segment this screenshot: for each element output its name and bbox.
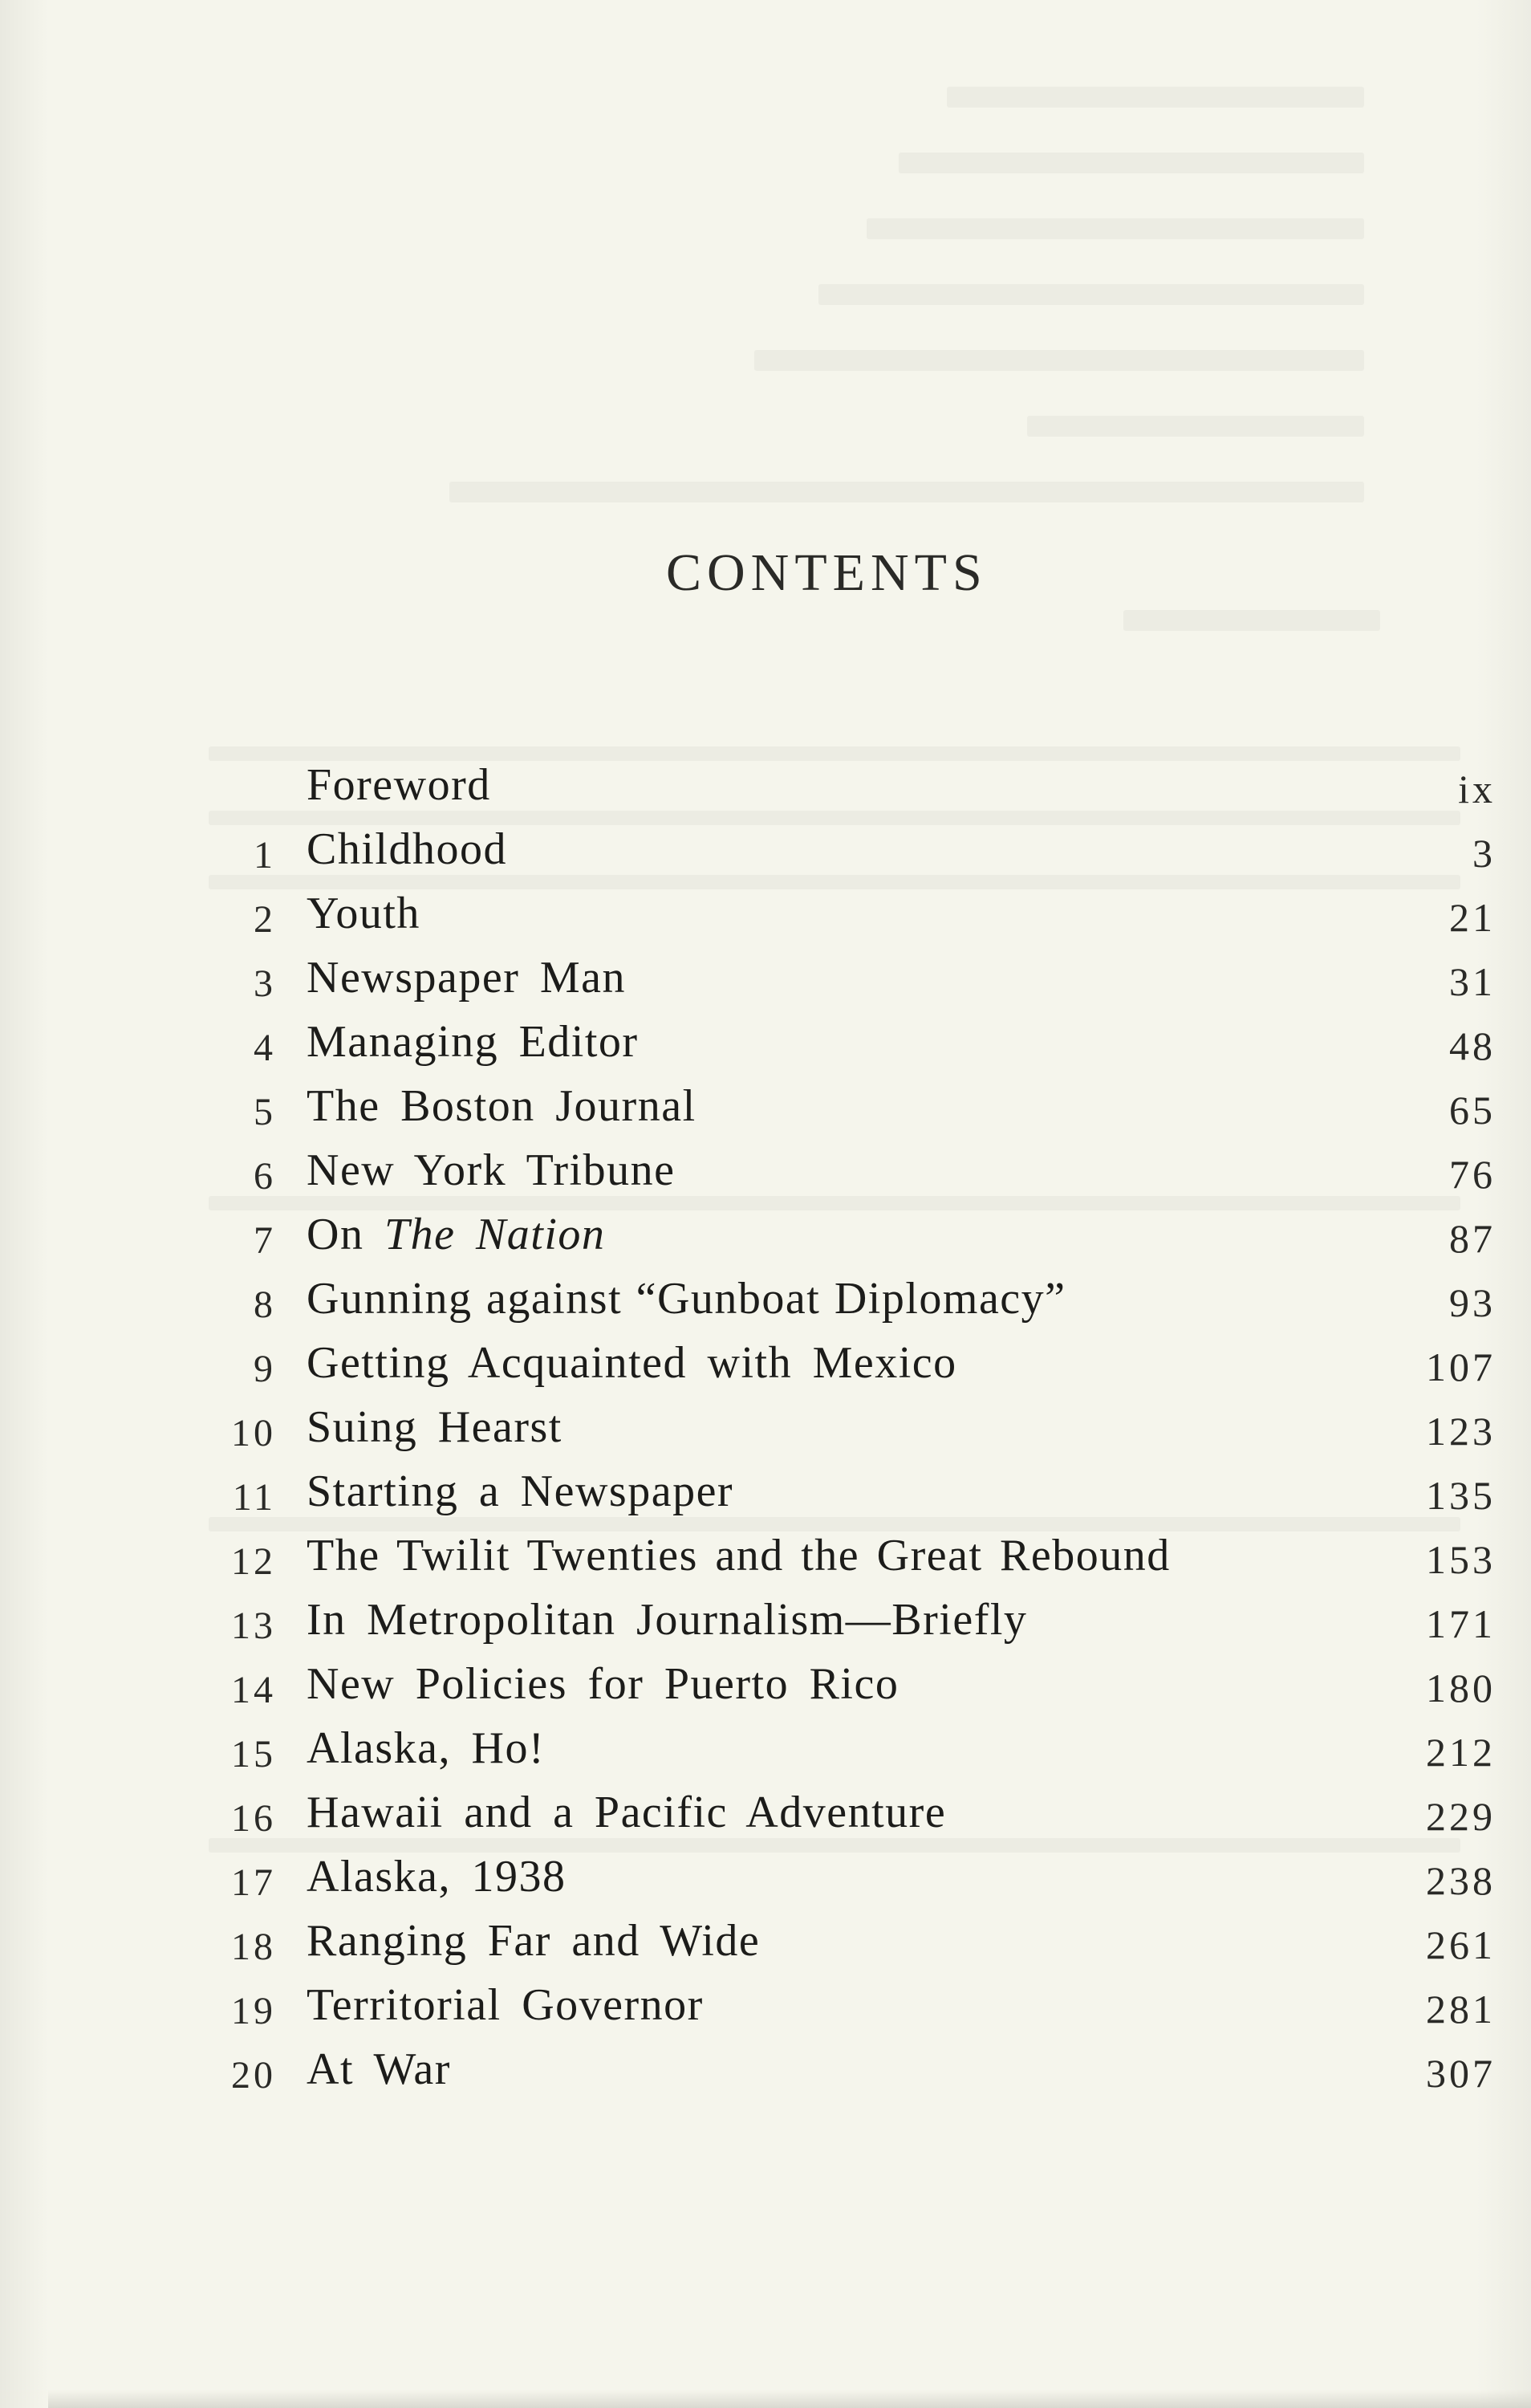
page-number: 153	[1426, 1537, 1496, 1582]
chapter-title: Managing Editor	[307, 1017, 639, 1067]
chapter-title: Getting Acquainted with Mexico	[307, 1338, 957, 1388]
page-number: 238	[1426, 1858, 1496, 1903]
toc-entry[interactable]	[0, 888, 1531, 952]
chapter-title: In Metropolitan Journalism—Briefly	[307, 1595, 1028, 1645]
toc-entry[interactable]	[0, 824, 1531, 888]
toc-entry[interactable]	[0, 1466, 1531, 1530]
page-number: 212	[1426, 1730, 1496, 1775]
chapter-title-prefix: On	[307, 1210, 384, 1259]
toc-entry[interactable]	[0, 1337, 1531, 1401]
page-number: 307	[1426, 2051, 1496, 2096]
chapter-number: 11	[232, 1476, 276, 1519]
chapter-title: At War	[307, 2044, 451, 2094]
chapter-number: 14	[231, 1669, 276, 1711]
chapter-title: New York Tribune	[307, 1145, 676, 1195]
page-number: 123	[1426, 1409, 1496, 1454]
toc-entry[interactable]	[0, 1851, 1531, 1915]
page-number: ix	[1458, 767, 1496, 811]
chapter-number: 17	[231, 1861, 276, 1904]
contents-heading: CONTENTS	[666, 543, 988, 602]
page-number: 65	[1449, 1088, 1496, 1133]
page-edge-shadow	[48, 2390, 1531, 2408]
toc-entry[interactable]	[0, 1016, 1531, 1080]
page-number: 48	[1449, 1023, 1496, 1068]
chapter-number: 16	[231, 1797, 276, 1840]
page-number: 93	[1449, 1280, 1496, 1325]
chapter-number: 13	[231, 1605, 276, 1647]
chapter-number: 18	[231, 1926, 276, 1968]
chapter-title: Gunning against “Gunboat Diplomacy”	[307, 1274, 1066, 1324]
chapter-number: 4	[254, 1027, 276, 1069]
page-number: 261	[1426, 1922, 1496, 1967]
toc-entry[interactable]	[0, 1594, 1531, 1658]
chapter-title: Newspaper Man	[307, 953, 627, 1003]
chapter-title: Foreword	[307, 760, 491, 810]
page-number: 135	[1426, 1473, 1496, 1518]
chapter-title: Alaska, Ho!	[307, 1723, 546, 1773]
chapter-number: 6	[254, 1155, 276, 1198]
chapter-title-italic: The Nation	[384, 1210, 606, 1259]
chapter-number: 5	[254, 1091, 276, 1133]
toc-entry[interactable]	[0, 1080, 1531, 1145]
page-number: 21	[1449, 895, 1496, 940]
toc-entry[interactable]	[0, 1530, 1531, 1594]
toc-entry[interactable]	[0, 952, 1531, 1016]
chapter-number: 7	[254, 1219, 276, 1262]
toc-entry[interactable]	[0, 1787, 1531, 1851]
chapter-title: Childhood	[307, 824, 507, 874]
chapter-title: The Twilit Twenties and the Great Rebound	[307, 1531, 1171, 1580]
chapter-title: Alaska, 1938	[307, 1852, 567, 1902]
chapter-title: Ranging Far and Wide	[307, 1916, 761, 1966]
toc-entry[interactable]	[0, 2044, 1531, 2108]
chapter-number: 3	[254, 962, 276, 1005]
chapter-number: 9	[254, 1348, 276, 1390]
chapter-number: 1	[254, 834, 276, 877]
chapter-title	[307, 1209, 605, 1260]
toc-entry[interactable]	[0, 1273, 1531, 1337]
page-number: 76	[1449, 1152, 1496, 1197]
chapter-title: The Boston Journal	[307, 1081, 696, 1131]
chapter-number: 20	[231, 2054, 276, 2097]
page-number: 180	[1426, 1666, 1496, 1710]
chapter-title: Territorial Governor	[307, 1980, 704, 2030]
page-number: 107	[1426, 1344, 1496, 1389]
toc-entry[interactable]	[0, 1723, 1531, 1787]
page-number: 31	[1449, 959, 1496, 1004]
chapter-number: 10	[231, 1412, 276, 1454]
toc-entry[interactable]	[0, 1401, 1531, 1466]
chapter-number: 15	[231, 1733, 276, 1775]
toc-entry[interactable]	[0, 1915, 1531, 1979]
page-number: 3	[1472, 831, 1496, 876]
toc-entry[interactable]	[0, 1209, 1531, 1273]
toc-entry[interactable]	[0, 1145, 1531, 1209]
page-number: 171	[1426, 1601, 1496, 1646]
page-number: 281	[1426, 1987, 1496, 2032]
toc-entry-foreword[interactable]	[0, 759, 1531, 824]
chapter-title: New Policies for Puerto Rico	[307, 1659, 900, 1709]
chapter-title: Youth	[307, 889, 420, 938]
chapter-number: 2	[254, 898, 276, 941]
toc-entry[interactable]	[0, 1658, 1531, 1723]
chapter-number: 12	[231, 1540, 276, 1583]
chapter-title: Hawaii and a Pacific Adventure	[307, 1788, 947, 1837]
chapter-title: Suing Hearst	[307, 1402, 562, 1452]
toc-entry[interactable]	[0, 1979, 1531, 2044]
page-number: 229	[1426, 1794, 1496, 1839]
page-number: 87	[1449, 1216, 1496, 1261]
chapter-number: 8	[254, 1283, 276, 1326]
chapter-number: 19	[231, 1990, 276, 2032]
chapter-title: Starting a Newspaper	[307, 1466, 734, 1516]
